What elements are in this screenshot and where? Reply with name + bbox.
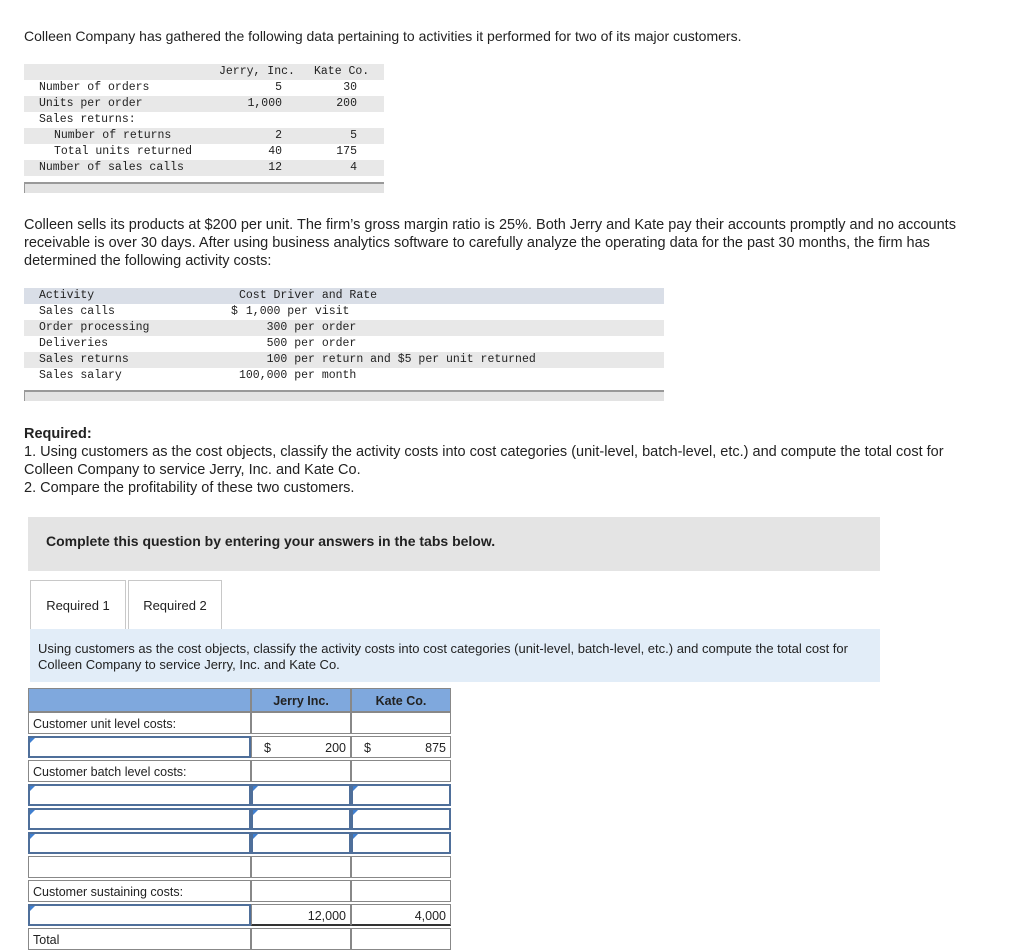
dollar-sign: $ — [231, 305, 238, 318]
blank-cell — [28, 856, 251, 878]
batch-category-input[interactable] — [28, 784, 251, 806]
row-label: Number of returns — [54, 129, 172, 142]
row-label: Number of orders — [39, 81, 150, 94]
jerry-unit-cost[interactable] — [251, 736, 351, 758]
header-blank-cell — [28, 688, 251, 712]
blank-cell — [251, 712, 351, 734]
batch-category-input[interactable] — [28, 832, 251, 854]
tab-instruction — [30, 629, 880, 682]
row-label: Total units returned — [54, 145, 193, 158]
table-row — [24, 368, 664, 384]
table-row — [24, 112, 384, 128]
kate-sustaining-cost[interactable]: 4,000 — [351, 904, 451, 926]
activity-label: Sales returns — [39, 353, 129, 366]
required-heading: Required: — [24, 426, 92, 442]
sustaining-row — [28, 904, 452, 928]
kate-value: 200 — [336, 97, 357, 110]
jerry-batch-input[interactable] — [251, 784, 351, 806]
dollar-sign: $ — [364, 741, 371, 755]
kate-batch-input[interactable] — [351, 832, 451, 854]
required-item-2: 2. Compare the profitability of these two customers. — [24, 480, 355, 496]
table-row — [24, 320, 664, 336]
table-row — [24, 96, 384, 112]
sustaining-label: Customer sustaining costs: — [28, 880, 251, 902]
blank-cell — [351, 760, 451, 782]
table-row — [24, 336, 664, 352]
table-footer — [24, 182, 384, 193]
jerry-batch-input[interactable] — [251, 832, 351, 854]
kate-unit-value: 875 — [425, 741, 446, 755]
kate-batch-input[interactable] — [351, 784, 451, 806]
table-footer — [24, 390, 664, 401]
activity-label: Order processing — [39, 321, 150, 334]
blank-cell — [351, 712, 451, 734]
table2-header — [24, 288, 664, 304]
jerry-value: 5 — [275, 81, 282, 94]
rate-value: 100 per return and $5 per unit returned — [239, 353, 536, 366]
activity-label: Sales calls — [39, 305, 115, 318]
col-jerry-header: Jerry, Inc. — [219, 65, 295, 78]
rate-value: 100,000 per month — [239, 369, 357, 382]
tab-required-1[interactable]: Required 1 — [30, 580, 126, 631]
jerry-value: 40 — [268, 145, 282, 158]
col-kate-header: Kate Co. — [314, 65, 370, 78]
blank-cell — [351, 856, 451, 878]
blank-cell — [251, 856, 351, 878]
row-label: Sales returns: — [39, 113, 136, 126]
unit-level-label: Customer unit level costs: — [28, 712, 251, 734]
sustaining-category-input[interactable] — [28, 904, 251, 926]
batch-row-2 — [28, 808, 452, 832]
table-row — [24, 80, 384, 96]
unit-level-category-input[interactable] — [28, 736, 251, 758]
customer-data-table — [24, 64, 384, 193]
kate-total[interactable] — [351, 928, 451, 950]
dollar-sign: $ — [264, 741, 271, 755]
tab-required-2[interactable]: Required 2 — [128, 580, 222, 630]
batch-level-label: Customer batch level costs: — [28, 760, 251, 782]
unit-level-row — [28, 736, 452, 760]
banner-text: Complete this question by entering your answers in the tabs below. — [46, 533, 496, 549]
activity-label: Sales salary — [39, 369, 122, 382]
instruction-text: Using customers as the cost objects, classify the activity costs into cost categories (unit-level, batch-level, etc.) and compute the total cost for Colleen Company to service Jerry, Inc. and Kate Co. — [38, 641, 848, 672]
total-row — [28, 928, 452, 952]
rate-value: 1,000 per visit — [239, 305, 350, 318]
table-row — [24, 352, 664, 368]
activity-header: Activity — [39, 289, 95, 302]
col-jerry-inc: Jerry Inc. — [251, 688, 351, 712]
spacer-row — [28, 856, 452, 880]
col-kate-co: Kate Co. — [351, 688, 451, 712]
kate-value: 4 — [350, 161, 357, 174]
activity-cost-table — [24, 288, 664, 401]
kate-value: 30 — [343, 81, 357, 94]
kate-value: 5 — [350, 129, 357, 142]
batch-row-3 — [28, 832, 452, 856]
blank-cell — [351, 880, 451, 902]
table1-header — [24, 64, 384, 80]
batch-category-input[interactable] — [28, 808, 251, 830]
intro-text: Colleen Company has gathered the following data pertaining to activities it performed for two of its major customers. — [24, 28, 742, 44]
jerry-sustaining-cost[interactable]: 12,000 — [251, 904, 351, 926]
rate-value: 300 per order — [239, 321, 357, 334]
kate-unit-cost[interactable] — [351, 736, 451, 758]
table-row — [24, 160, 384, 176]
jerry-value: 12 — [268, 161, 282, 174]
required-item-1: 1. Using customers as the cost objects, classify the activity costs into cost categories (unit-level, batch-level, etc.) and compute the total cost for Colleen Company to service Jerry, Inc. and Kate Co. — [24, 444, 944, 478]
batch-level-label-row — [28, 760, 452, 784]
grid-header-row — [28, 688, 452, 712]
required-section — [24, 425, 984, 497]
instruction-banner — [28, 517, 880, 571]
table-row — [24, 128, 384, 144]
jerry-value: 2 — [275, 129, 282, 142]
row-label: Number of sales calls — [39, 161, 184, 174]
kate-value: 175 — [336, 145, 357, 158]
sustaining-label-row — [28, 880, 452, 904]
table-row — [24, 144, 384, 160]
blank-cell — [251, 760, 351, 782]
jerry-value: 1,000 — [247, 97, 282, 110]
batch-row-1 — [28, 784, 452, 808]
description-paragraph: Colleen sells its products at $200 per unit. The firm’s gross margin ratio is 25%. Both Jerry and Kate pay their accounts promptly and no accounts receivable is over 30 days. After using business analytics software to carefully analyze the operating data for the past 30 months, the firm has determined the following activity costs: — [24, 217, 956, 269]
jerry-batch-input[interactable] — [251, 808, 351, 830]
answer-grid — [28, 688, 452, 952]
unit-level-label-row — [28, 712, 452, 736]
activity-label: Deliveries — [39, 337, 109, 350]
total-label: Total — [28, 928, 251, 950]
row-label: Units per order — [39, 97, 143, 110]
rate-value: 500 per order — [239, 337, 357, 350]
jerry-unit-value: 200 — [325, 741, 346, 755]
kate-batch-input[interactable] — [351, 808, 451, 830]
table-row — [24, 304, 664, 320]
blank-cell — [251, 880, 351, 902]
cost-driver-header: Cost Driver and Rate — [239, 289, 378, 302]
jerry-total[interactable] — [251, 928, 351, 950]
